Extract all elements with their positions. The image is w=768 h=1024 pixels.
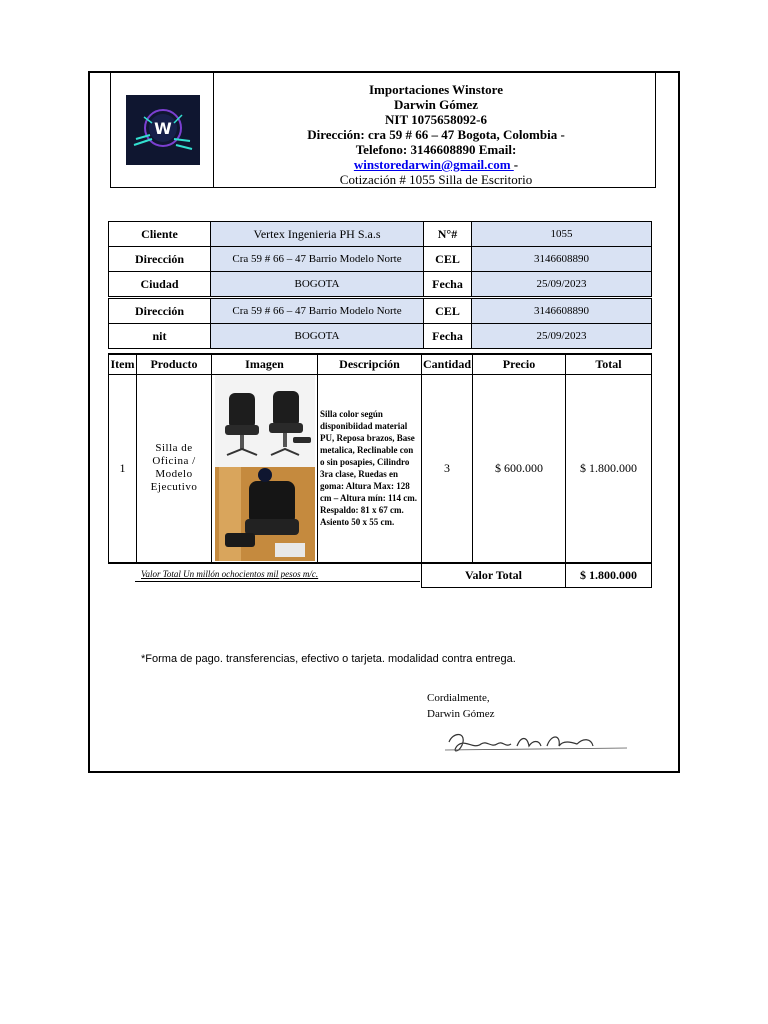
owner-name: Darwin Gómez [393, 97, 479, 112]
product-image-cell [212, 375, 318, 563]
product-description: Silla color según disponibiidad material PU, Reposa brazos, Base metalica, Reclinable con o sin posapies, Cilindro 3ra clase, Ruedas en goma: Altura Max: 128 cm – Altura mín: 114 cm. Respaldo: 81 x 67 cm. Asiento 50 x 55 cm. [318, 375, 422, 563]
quote-header [110, 73, 656, 188]
company-address: Dirección: cra 59 # 66 – 47 Bogota, Colombia - [307, 127, 565, 142]
city-value: BOGOTA [211, 272, 424, 297]
client-label: Cliente [109, 222, 211, 247]
table-row [109, 222, 652, 247]
cel-label: CEL [424, 299, 472, 324]
company-info [215, 73, 657, 187]
closing-text: Cordialmente, [427, 692, 490, 704]
table-row [109, 247, 652, 272]
address-label: Dirección [109, 299, 211, 324]
total-value: $ 1.800.000 [566, 563, 652, 588]
cel-label: CEL [424, 247, 472, 272]
logo-letter: W [154, 119, 172, 138]
quote-line: Cotización # 1055 Silla de Escritorio [339, 172, 533, 187]
address-value: Cra 59 # 66 – 47 Barrio Modelo Norte [211, 299, 424, 324]
date-value: 25/09/2023 [472, 324, 652, 349]
company-name: Importaciones Winstore [369, 82, 503, 97]
nit-label: nit [109, 324, 211, 349]
email-suffix: - [513, 157, 519, 172]
product-name: Silla de Oficina / Modelo Ejecutivo [137, 375, 212, 563]
item-number: 1 [109, 375, 137, 563]
table-row [109, 324, 652, 349]
date-label: Fecha [424, 272, 472, 297]
table-row [109, 299, 652, 324]
divider [135, 581, 420, 582]
city-label: Ciudad [109, 272, 211, 297]
signature [443, 728, 629, 756]
cel-value: 3146608890 [472, 247, 652, 272]
logo-cell [111, 73, 214, 187]
product-image [215, 375, 315, 561]
col-image: Imagen [212, 354, 318, 375]
products-table [108, 353, 652, 564]
product-quantity: 3 [422, 375, 473, 563]
date-label: Fecha [424, 324, 472, 349]
company-logo [126, 95, 200, 165]
cel-value: 3146608890 [472, 299, 652, 324]
company-phone: Telefono: 3146608890 Email: [355, 142, 517, 157]
address-value: Cra 59 # 66 – 47 Barrio Modelo Norte [211, 247, 424, 272]
product-total: $ 1.800.000 [566, 375, 652, 563]
product-price: $ 600.000 [473, 375, 566, 563]
chair-photo-bottom [215, 467, 315, 561]
table-row [109, 272, 652, 297]
total-label: Valor Total [422, 563, 566, 588]
email-link[interactable]: winstoredarwin@gmail.com [353, 157, 514, 172]
col-product: Producto [137, 354, 212, 375]
client-table-1 [108, 221, 652, 297]
col-item: Item [109, 354, 137, 375]
col-description: Descripción [318, 354, 422, 375]
closing-block [427, 690, 495, 722]
nit-value: BOGOTA [211, 324, 424, 349]
signer-name: Darwin Gómez [427, 708, 495, 720]
col-total: Total [566, 354, 652, 375]
table-header-row [109, 354, 652, 375]
table-row [109, 375, 652, 563]
number-label: N°# [424, 222, 472, 247]
date-value: 25/09/2023 [472, 272, 652, 297]
chair-photo-top [215, 375, 315, 467]
total-in-words: Valor Total Un millón ochocientos mil pesos m/c. [141, 569, 319, 579]
payment-terms: *Forma de pago. transferencias, efectivo o tarjeta. modalidad contra entrega. [141, 653, 516, 665]
total-table [421, 562, 652, 588]
client-value: Vertex Ingenieria PH S.a.s [211, 222, 424, 247]
client-table-2 [108, 298, 652, 349]
col-quantity: Cantidad [422, 354, 473, 375]
number-value: 1055 [472, 222, 652, 247]
col-price: Precio [473, 354, 566, 375]
address-label: Dirección [109, 247, 211, 272]
company-nit: NIT 1075658092-6 [385, 112, 487, 127]
table-row [422, 563, 652, 588]
